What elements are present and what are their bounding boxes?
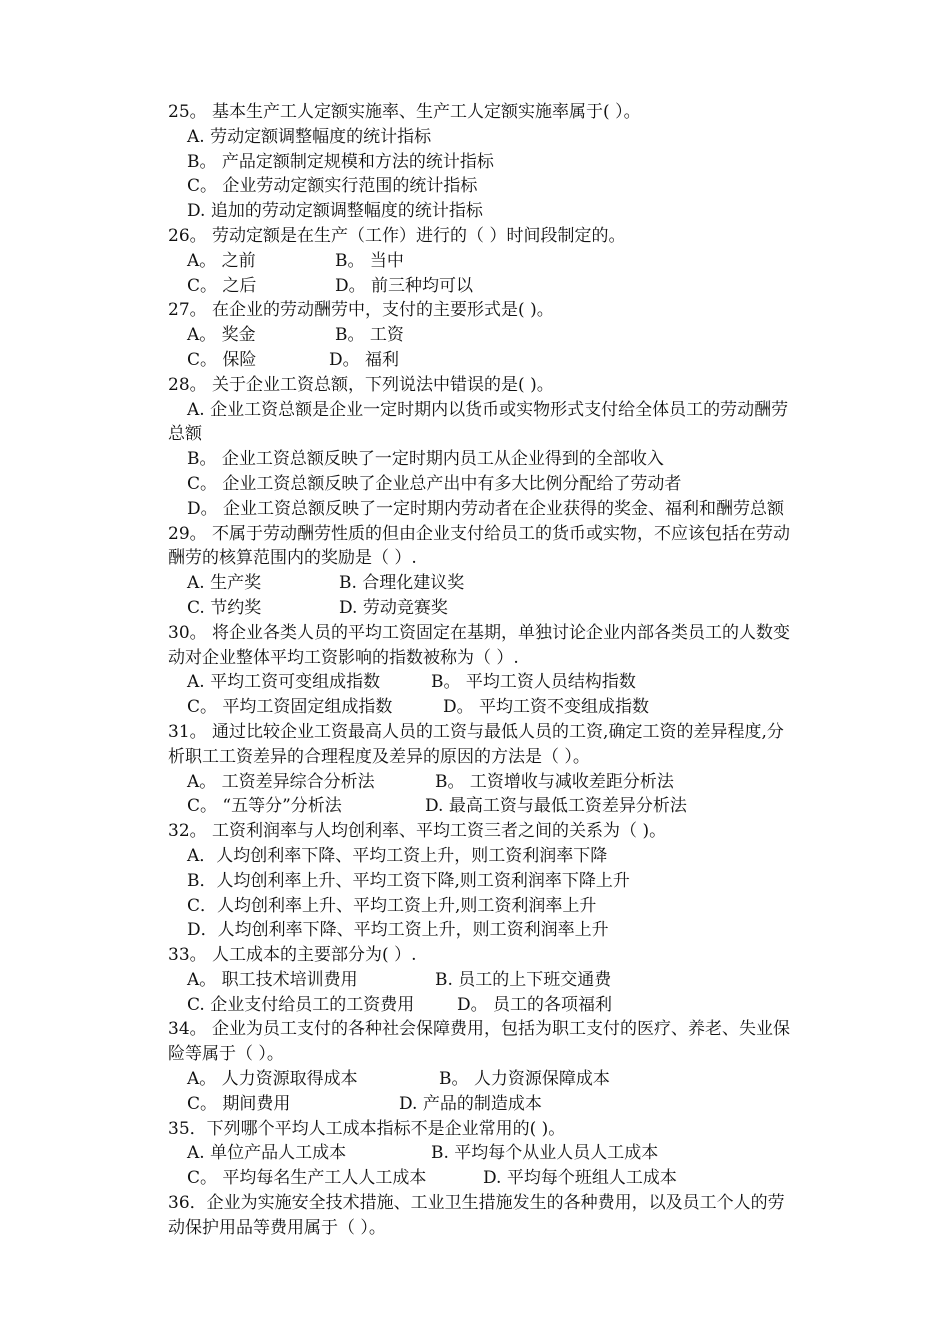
option-row	[168, 670, 868, 695]
question-31	[168, 720, 868, 819]
option-a: A。 工资差异综合分析法	[187, 771, 375, 792]
option-d: D。 员工的各项福利	[457, 994, 613, 1015]
option-c: C．人均创利率上升、平均工资上升,则工资利润率上升	[187, 895, 597, 916]
option-a: A。 奖金	[187, 325, 256, 346]
option-row	[168, 794, 868, 819]
option-row	[168, 770, 868, 795]
question-stem: 34。 企业为员工支付的各种社会保障费用，包括为职工支付的医疗、养老、失业保	[168, 1019, 791, 1040]
option-b: B。 当中	[335, 250, 404, 271]
option-b: B。 人力资源保障成本	[439, 1069, 610, 1090]
option-row	[168, 993, 868, 1018]
question-stem-continuation: 险等属于（ ）。	[168, 1044, 284, 1065]
option-row	[168, 274, 868, 299]
question-stem: 35．下列哪个平均人工成本指标不是企业常用的( )。	[168, 1118, 566, 1139]
question-stem: 30。 将企业各类人员的平均工资固定在基期，单独讨论企业内部各类员工的人数变	[168, 622, 791, 643]
question-36	[168, 1191, 868, 1241]
option-d: D。 企业工资总额反映了一定时期内劳动者在企业获得的奖金、福利和酬劳总额	[187, 498, 785, 519]
option-a: A. 生产奖	[187, 573, 262, 594]
option-a: A. 劳动定额调整幅度的统计指标	[187, 126, 432, 147]
question-33	[168, 943, 868, 1017]
option-a: A．人均创利率下降、平均工资上升，则工资利润率下降	[187, 845, 608, 866]
option-b: B. 员工的上下班交通费	[435, 969, 612, 990]
option-row	[168, 596, 868, 621]
question-stem: 28。 关于企业工资总额，下列说法中错误的是( )。	[168, 374, 554, 395]
option-d: D。 福利	[329, 349, 400, 370]
question-stem-continuation: 动对企业整体平均工资影响的指数被称为（ ）.	[168, 647, 519, 668]
option-row	[168, 968, 868, 993]
question-25	[168, 100, 868, 224]
question-34	[168, 1017, 868, 1116]
question-35	[168, 1117, 868, 1191]
question-30	[168, 621, 868, 720]
option-row	[168, 1141, 868, 1166]
option-row	[168, 1067, 868, 1092]
option-row	[168, 1092, 868, 1117]
option-row	[168, 348, 868, 373]
option-d: D。 平均工资不变组成指数	[443, 697, 650, 718]
option-a: A. 单位产品人工成本	[187, 1143, 347, 1164]
question-list	[168, 100, 868, 1241]
option-a-continuation: 总额	[168, 424, 202, 445]
option-b: B。 工资增收与减收差距分析法	[435, 771, 674, 792]
option-b: B. 平均每个从业人员人工成本	[431, 1143, 659, 1164]
option-c: C。 企业工资总额反映了企业总产出中有多大比例分配给了劳动者	[187, 473, 682, 494]
question-27	[168, 298, 868, 372]
option-d: D. 平均每个班组人工成本	[483, 1168, 677, 1189]
option-c: C. 企业支付给员工的工资费用	[187, 994, 415, 1015]
option-row	[168, 695, 868, 720]
option-d: D．人均创利率下降、平均工资上升，则工资利润率上升	[187, 920, 609, 941]
option-b: B．人均创利率上升、平均工资下降,则工资利润率下降上升	[187, 870, 630, 891]
question-stem-continuation: 动保护用品等费用属于（ ）。	[168, 1217, 386, 1238]
option-d: D. 最高工资与最低工资差异分析法	[425, 796, 687, 817]
question-stem: 26。 劳动定额是在生产（工作）进行的（ ）时间段制定的。	[168, 225, 626, 246]
option-a: A. 平均工资可变组成指数	[187, 672, 381, 693]
option-c: C。 期间费用	[187, 1093, 291, 1114]
option-c: C。 保险	[187, 349, 257, 370]
option-b: B。 工资	[335, 325, 404, 346]
option-a: A。 之前	[187, 250, 256, 271]
option-b: B。 平均工资人员结构指数	[431, 672, 636, 693]
question-stem: 31。 通过比较企业工资最高人员的工资与最低人员的工资,确定工资的差异程度,分	[168, 721, 784, 742]
question-32	[168, 819, 868, 943]
question-stem: 29。 不属于劳动酬劳性质的但由企业支付给员工的货币或实物，不应该包括在劳动	[168, 523, 791, 544]
question-stem-continuation: 析职工工资差异的合理程度及差异的原因的方法是（ ）。	[168, 746, 590, 767]
option-b: B。 产品定额制定规模和方法的统计指标	[187, 151, 494, 172]
question-29	[168, 522, 868, 621]
option-d: D。 前三种均可以	[335, 275, 474, 296]
option-c: C。 企业劳动定额实行范围的统计指标	[187, 176, 478, 197]
option-row	[168, 323, 868, 348]
question-26	[168, 224, 868, 298]
option-d: D. 产品的制造成本	[399, 1093, 542, 1114]
option-row	[168, 249, 868, 274]
question-28	[168, 373, 868, 522]
question-stem: 36．企业为实施安全技术措施、工业卫生措施发生的各种费用，以及员工个人的劳	[168, 1193, 785, 1214]
option-c: C。 之后	[187, 275, 257, 296]
option-c: C。 平均工资固定组成指数	[187, 697, 393, 718]
question-stem: 33。 人工成本的主要部分为( ）.	[168, 945, 417, 966]
question-stem: 27。 在企业的劳动酬劳中，支付的主要形式是( )。	[168, 300, 554, 321]
option-a: A. 企业工资总额是企业一定时期内以货币或实物形式支付给全体员工的劳动酬劳	[187, 399, 789, 420]
option-b: B。 企业工资总额反映了一定时期内员工从企业得到的全部收入	[187, 449, 664, 470]
question-stem-continuation: 酬劳的核算范围内的奖励是（ ）.	[168, 548, 417, 569]
option-c: C. 节约奖	[187, 597, 262, 618]
question-stem: 25。 基本生产工人定额实施率、生产工人定额实施率属于( ）。	[168, 102, 641, 122]
question-stem: 32。 工资利润率与人均创利率、平均工资三者之间的关系为（ )。	[168, 821, 667, 842]
option-b: B. 合理化建议奖	[339, 573, 465, 594]
option-a: A。 人力资源取得成本	[187, 1069, 358, 1090]
option-a: A。 职工技术培训费用	[187, 969, 358, 990]
option-c: C。 “五等分”分析法	[187, 796, 342, 817]
option-row	[168, 571, 868, 596]
option-row	[168, 1166, 868, 1191]
option-c: C。 平均每名生产工人人工成本	[187, 1168, 427, 1189]
option-d: D. 追加的劳动定额调整幅度的统计指标	[187, 201, 483, 222]
option-d: D. 劳动竞赛奖	[339, 597, 448, 618]
